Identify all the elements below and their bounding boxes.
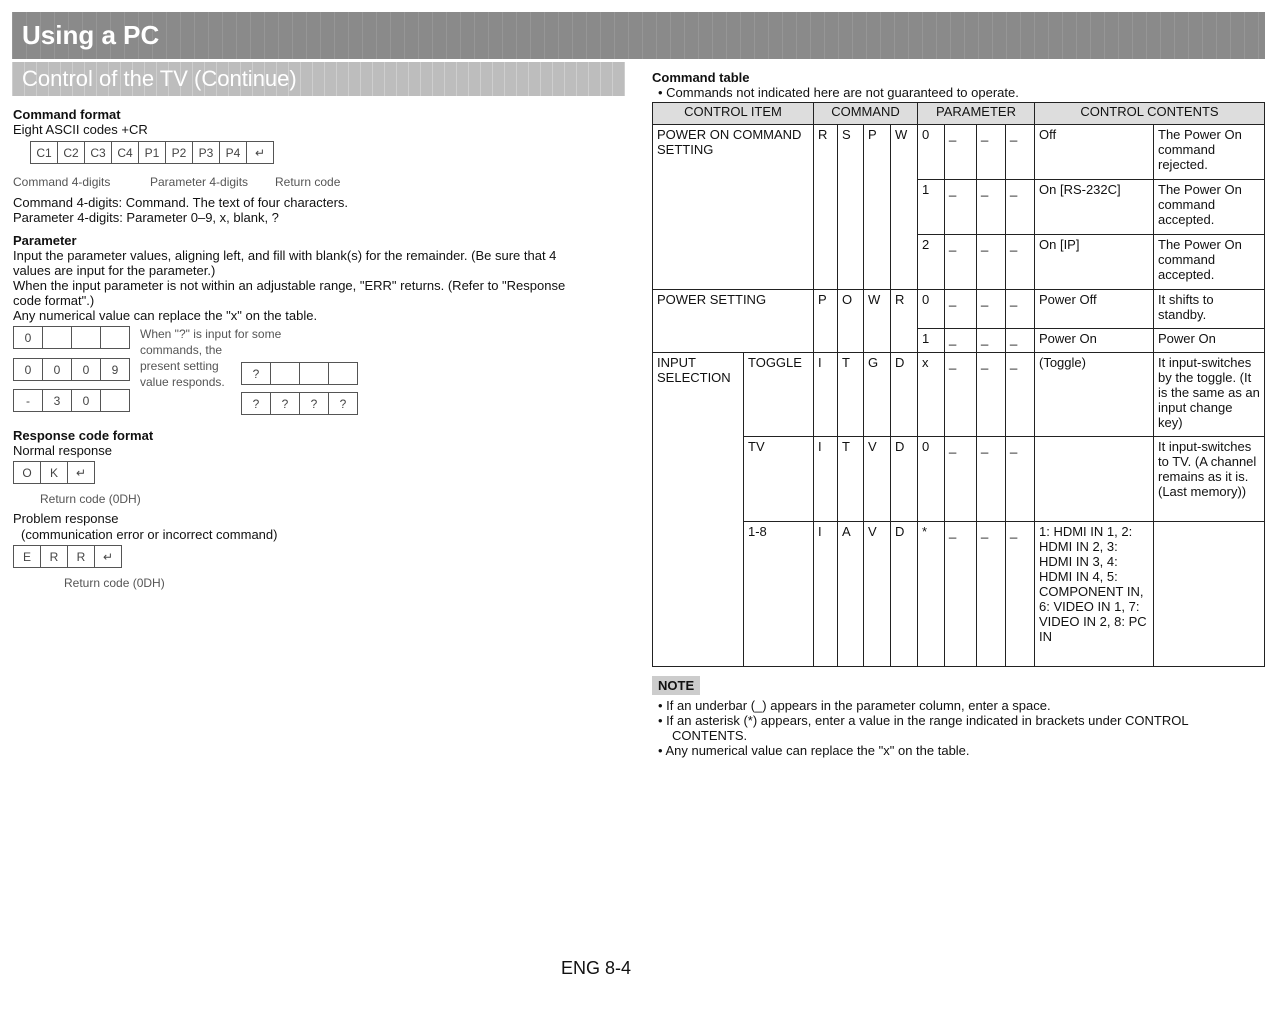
param-char: _ (945, 353, 977, 437)
param-box: 9 (100, 358, 130, 381)
control-value: Off (1035, 125, 1154, 180)
command-table-heading: Command table (652, 70, 750, 85)
param-box: ? (299, 392, 329, 415)
param-char: _ (977, 290, 1006, 329)
table-row (653, 522, 1265, 667)
col-header: CONTROL CONTENTS (1035, 103, 1265, 125)
param-char: _ (977, 353, 1006, 437)
param-box: 0 (13, 358, 43, 381)
param-box (328, 362, 358, 385)
code-box: P1 (138, 141, 166, 164)
cmd-char: I (814, 522, 838, 667)
param-box: ? (241, 362, 271, 385)
param-box (100, 389, 130, 412)
cmd-char: R (891, 290, 918, 353)
command-table-bullet: • Commands not indicated here are not guaranteed to operate. (658, 85, 1019, 100)
parameter-text: values are input for the parameter.) (13, 263, 216, 278)
param-char: _ (1006, 290, 1035, 329)
cmd-char: V (864, 522, 891, 667)
param-box: 0 (13, 326, 43, 349)
param-box (270, 362, 300, 385)
enter-icon: ↵ (246, 141, 274, 164)
command-format-heading: Command format (13, 107, 121, 122)
param-example-3 (13, 389, 129, 412)
err-boxes (13, 545, 121, 568)
note-text: CONTENTS. (672, 728, 748, 743)
control-value (1035, 437, 1154, 522)
parameter-digits-desc: Parameter 4-digits: Parameter 0–9, x, blank, ? (13, 210, 279, 225)
control-desc: It input-switches by the toggle. (It is the same as an input change key) (1154, 353, 1265, 437)
code-box: C2 (57, 141, 85, 164)
param-char: 0 (918, 437, 945, 522)
param-char: _ (1006, 522, 1035, 667)
cmd-char: D (891, 437, 918, 522)
param-char: _ (945, 329, 977, 353)
note-label: NOTE (652, 676, 700, 695)
control-item: POWER ON COMMAND SETTING (653, 125, 814, 290)
param-box: 0 (42, 358, 72, 381)
col-header: CONTROL ITEM (653, 103, 814, 125)
control-value: Power On (1035, 329, 1154, 353)
bullet-text: Commands not indicated here are not guaranteed to operate. (666, 85, 1019, 100)
code-box: C3 (84, 141, 112, 164)
note-item: • If an asterisk (*) appears, enter a value in the range indicated in brackets under CONTROL (658, 713, 1189, 728)
cmd-char: O (838, 290, 864, 353)
parameter-text: code format".) (13, 293, 95, 308)
cmd-char: P (864, 125, 891, 290)
control-value: On [IP] (1035, 235, 1154, 290)
param-char: 0 (918, 290, 945, 329)
param-example-1 (13, 326, 129, 349)
cmd-char: W (891, 125, 918, 290)
col-header: PARAMETER (918, 103, 1035, 125)
param-char: _ (1006, 353, 1035, 437)
parameter-text: Any numerical value can replace the "x" on the table. (13, 308, 318, 323)
problem-response-detail: (communication error or incorrect command) (21, 527, 278, 542)
param-char: _ (977, 437, 1006, 522)
param-box: 3 (42, 389, 72, 412)
param-char: _ (945, 125, 977, 180)
param-char: * (918, 522, 945, 667)
page-number: ENG 8-4 (561, 958, 632, 978)
return-code-label: Return code (0DH) (40, 492, 141, 506)
param-char: _ (1006, 180, 1035, 235)
param-box (100, 326, 130, 349)
code-box: K (40, 461, 68, 484)
query-note: When "?" is input for some (140, 327, 282, 341)
param-box (42, 326, 72, 349)
param-char: 2 (918, 235, 945, 290)
control-desc: The Power On command accepted. (1154, 235, 1265, 290)
code-box: O (13, 461, 41, 484)
note-text: If an asterisk (*) appears, enter a value in the range indicated in brackets under CONTROL (666, 713, 1189, 728)
param-char: _ (945, 437, 977, 522)
section-banner (12, 62, 625, 96)
ok-boxes (13, 461, 94, 484)
param-char: _ (945, 235, 977, 290)
param-box: ? (328, 392, 358, 415)
cmd-char: I (814, 353, 838, 437)
query-example-2 (241, 392, 357, 415)
label-return-code: Return code (275, 175, 341, 189)
param-char: _ (1006, 329, 1035, 353)
label-command-digits: Command 4-digits (13, 175, 111, 189)
parameter-text: When the input parameter is not within an adjustable range, "ERR" returns. (Refer to "Response (13, 278, 566, 293)
command-digits-desc: Command 4-digits: Command. The text of four characters. (13, 195, 349, 210)
param-char: _ (977, 522, 1006, 667)
return-code-label: Return code (0DH) (64, 576, 165, 590)
param-box (71, 326, 101, 349)
control-desc: The Power On command accepted. (1154, 180, 1265, 235)
param-char: 0 (918, 125, 945, 180)
control-subitem: TOGGLE (744, 353, 814, 437)
table-row (653, 125, 1265, 180)
control-value: On [RS-232C] (1035, 180, 1154, 235)
param-box: ? (241, 392, 271, 415)
code-box: C4 (111, 141, 139, 164)
parameter-heading: Parameter (13, 233, 77, 248)
param-char: _ (945, 290, 977, 329)
param-char: _ (1006, 235, 1035, 290)
code-box: C1 (30, 141, 58, 164)
page-title: Using a PC (22, 20, 160, 50)
code-box: E (13, 545, 41, 568)
table-row (653, 437, 1265, 522)
query-note: present setting (140, 359, 219, 373)
control-subitem: 1-8 (744, 522, 814, 667)
control-value: 1: HDMI IN 1, 2: HDMI IN 2, 3: HDMI IN 3, 4: HDMI IN 4, 5: COMPONENT IN, 6: VIDEO IN 1, 7: VIDEO IN 2, 8: PC IN (1035, 522, 1154, 667)
cmd-char: R (814, 125, 838, 290)
param-char: _ (1006, 125, 1035, 180)
note-item (672, 728, 747, 743)
table-header-row (653, 103, 1265, 125)
param-char: _ (977, 125, 1006, 180)
response-heading: Response code format (13, 428, 154, 443)
param-box: ? (270, 392, 300, 415)
control-desc: It shifts to standby. (1154, 290, 1265, 329)
code-box: P3 (192, 141, 220, 164)
param-char: _ (945, 180, 977, 235)
control-value: Power Off (1035, 290, 1154, 329)
query-note: value responds. (140, 375, 225, 389)
param-box: - (13, 389, 43, 412)
label-parameter-digits: Parameter 4-digits (150, 175, 249, 189)
param-box: 0 (71, 389, 101, 412)
cmd-char: D (891, 353, 918, 437)
control-item: POWER SETTING (653, 290, 814, 353)
cmd-char: G (864, 353, 891, 437)
param-char: 1 (918, 329, 945, 353)
table-row (653, 353, 1265, 437)
param-char: 1 (918, 180, 945, 235)
cmd-char: T (838, 353, 864, 437)
param-box: 0 (71, 358, 101, 381)
param-char: _ (977, 329, 1006, 353)
code-box: P2 (165, 141, 193, 164)
query-example-1 (241, 362, 357, 385)
cmd-char: I (814, 437, 838, 522)
control-desc (1154, 522, 1265, 667)
enter-icon: ↵ (67, 461, 95, 484)
param-char: _ (945, 522, 977, 667)
command-format-intro: Eight ASCII codes +CR (13, 122, 148, 137)
cmd-char: D (891, 522, 918, 667)
param-char: _ (977, 235, 1006, 290)
problem-response-label: Problem response (13, 511, 119, 526)
param-box (299, 362, 329, 385)
page-banner (12, 12, 1265, 59)
query-note: commands, the (140, 343, 223, 357)
param-char: _ (1006, 437, 1035, 522)
param-example-2 (13, 358, 129, 381)
control-subitem: TV (744, 437, 814, 522)
param-char: x (918, 353, 945, 437)
cmd-char: A (838, 522, 864, 667)
cmd-char: V (864, 437, 891, 522)
cmd-char: S (838, 125, 864, 290)
command-table (652, 102, 1265, 667)
command-format-boxes (30, 141, 273, 164)
note-text: Any numerical value can replace the "x" on the table. (665, 743, 970, 758)
note-item: • If an underbar (_) appears in the parameter column, enter a space. (658, 698, 1051, 713)
normal-response-label: Normal response (13, 443, 112, 458)
code-box: R (40, 545, 68, 568)
param-char: _ (977, 180, 1006, 235)
cmd-char: T (838, 437, 864, 522)
note-text: If an underbar (_) appears in the parameter column, enter a space. (666, 698, 1051, 713)
note-item: • Any numerical value can replace the "x" on the table. (658, 743, 970, 758)
code-box: R (67, 545, 95, 568)
cmd-char: P (814, 290, 838, 353)
parameter-text: Input the parameter values, aligning left, and fill with blank(s) for the remainder. (Be sure that 4 (13, 248, 557, 263)
control-desc: It input-switches to TV. (A channel remains as it is. (Last memory)) (1154, 437, 1265, 522)
control-value: (Toggle) (1035, 353, 1154, 437)
section-title: Control of the TV (Continue) (22, 66, 297, 91)
enter-icon: ↵ (94, 545, 122, 568)
cmd-char: W (864, 290, 891, 353)
control-desc: The Power On command rejected. (1154, 125, 1265, 180)
control-desc: Power On (1154, 329, 1265, 353)
control-item: INPUT SELECTION (653, 353, 744, 667)
col-header: COMMAND (814, 103, 918, 125)
table-row (653, 290, 1265, 329)
code-box: P4 (219, 141, 247, 164)
